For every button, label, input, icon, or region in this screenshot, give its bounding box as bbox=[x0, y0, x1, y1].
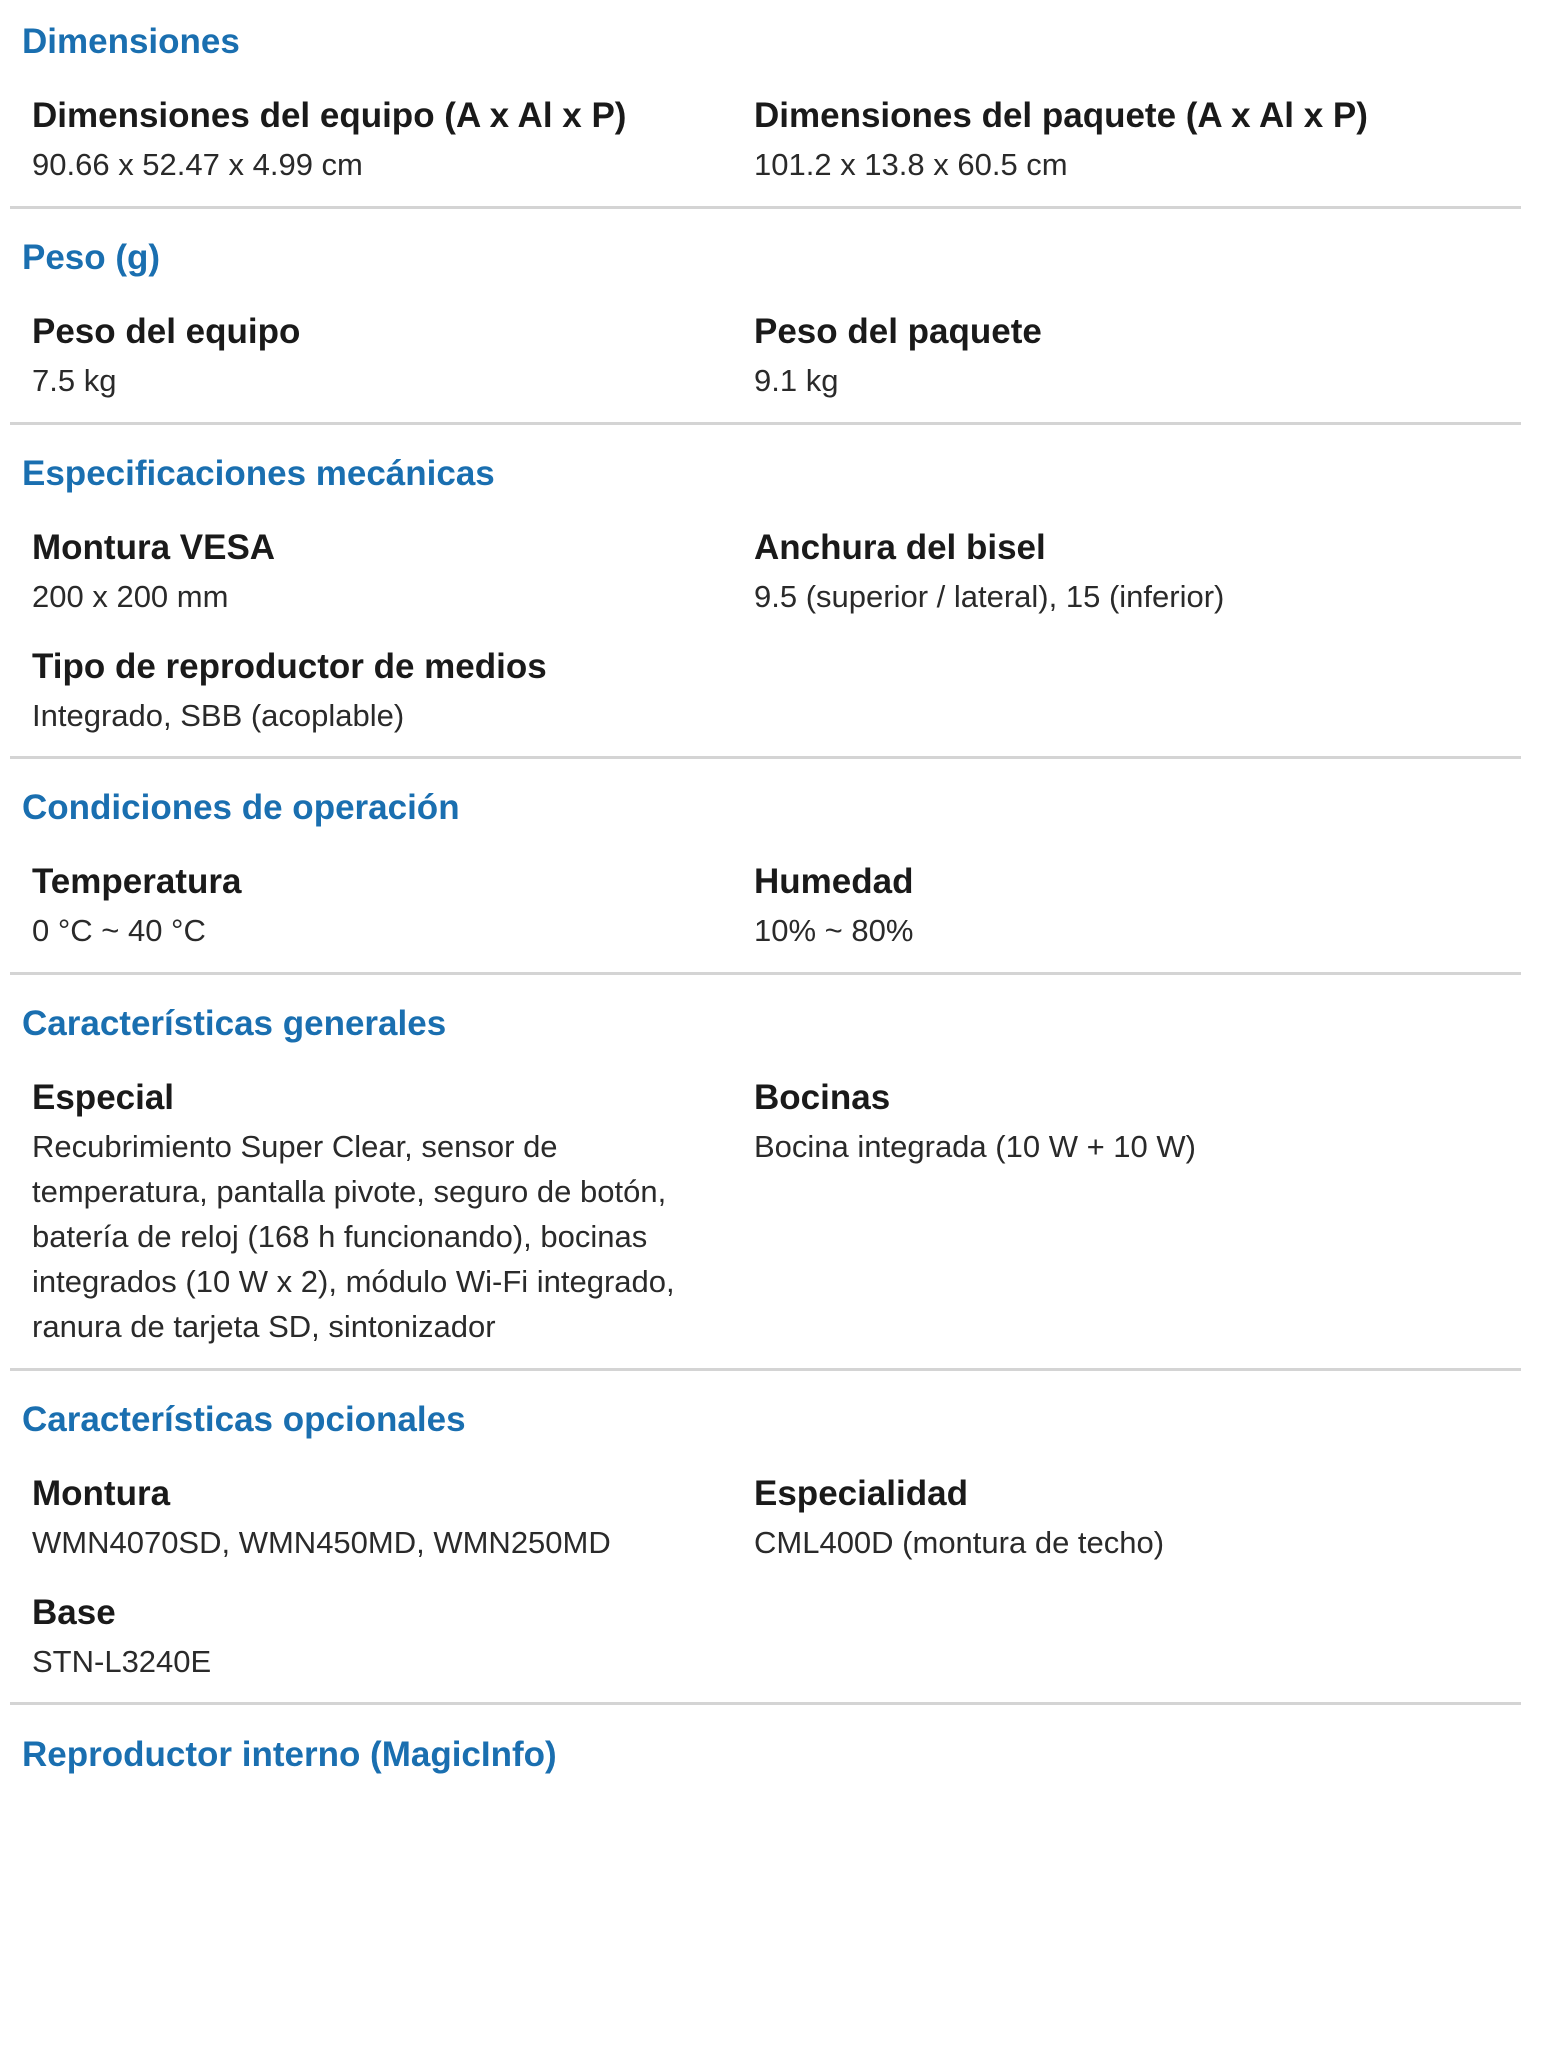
section-title-peso: Peso (g) bbox=[22, 238, 161, 277]
spec-label: Base bbox=[32, 1593, 116, 1632]
spec-base bbox=[32, 1591, 732, 1684]
spec-montura bbox=[32, 1472, 732, 1565]
section-title-mecanicas: Especificaciones mecánicas bbox=[22, 454, 495, 493]
spec-label: Peso del paquete bbox=[754, 312, 1042, 351]
spec-value: 101.2 x 13.8 x 60.5 cm bbox=[754, 147, 1068, 182]
spec-value: Recubrimiento Super Clear, sensor de temperatura, pantalla pivote, seguro de botón, batería de reloj (168 h funcionando), bocinas integrados (10 W x 2), módulo Wi-Fi integrado, ranura de tarjeta SD, sintonizador bbox=[32, 1129, 675, 1344]
spec-value: 10% ~ 80% bbox=[754, 913, 914, 948]
section-divider bbox=[10, 206, 1521, 209]
spec-value: 7.5 kg bbox=[32, 363, 117, 398]
section-divider bbox=[10, 756, 1521, 759]
spec-temperatura bbox=[32, 860, 732, 953]
spec-label: Dimensiones del equipo (A x Al x P) bbox=[32, 96, 627, 135]
section-divider bbox=[10, 1368, 1521, 1371]
spec-label: Dimensiones del paquete (A x Al x P) bbox=[754, 96, 1368, 135]
spec-humedad bbox=[754, 860, 1454, 953]
spec-label: Montura bbox=[32, 1474, 171, 1513]
section-title-condiciones: Condiciones de operación bbox=[22, 788, 460, 827]
spec-bocinas bbox=[754, 1076, 1454, 1169]
spec-dimensiones-equipo bbox=[32, 94, 732, 187]
section-divider bbox=[10, 1702, 1521, 1705]
spec-label: Tipo de reproductor de medios bbox=[32, 647, 547, 686]
spec-label: Bocinas bbox=[754, 1078, 891, 1117]
spec-label: Peso del equipo bbox=[32, 312, 301, 351]
spec-label: Temperatura bbox=[32, 862, 242, 901]
spec-value: 90.66 x 52.47 x 4.99 cm bbox=[32, 147, 363, 182]
spec-value: 0 °C ~ 40 °C bbox=[32, 913, 206, 948]
section-title-dimensiones: Dimensiones bbox=[22, 22, 240, 61]
spec-label: Anchura del bisel bbox=[754, 528, 1046, 567]
spec-label: Especial bbox=[32, 1078, 175, 1117]
spec-value: 200 x 200 mm bbox=[32, 579, 229, 614]
spec-label: Montura VESA bbox=[32, 528, 276, 567]
spec-value: 9.1 kg bbox=[754, 363, 839, 398]
section-divider bbox=[10, 422, 1521, 425]
spec-dimensiones-paquete bbox=[754, 94, 1454, 187]
spec-tipo-reproductor bbox=[32, 645, 732, 738]
spec-anchura-bisel bbox=[754, 526, 1454, 619]
spec-value: 9.5 (superior / lateral), 15 (inferior) bbox=[754, 579, 1225, 614]
spec-value: STN-L3240E bbox=[32, 1644, 212, 1679]
spec-montura-vesa bbox=[32, 526, 732, 619]
spec-value: CML400D (montura de techo) bbox=[754, 1525, 1165, 1560]
spec-value: Integrado, SBB (acoplable) bbox=[32, 698, 405, 733]
spec-label: Humedad bbox=[754, 862, 914, 901]
section-title-opcionales: Características opcionales bbox=[22, 1400, 466, 1439]
spec-value: WMN4070SD, WMN450MD, WMN250MD bbox=[32, 1525, 611, 1560]
spec-value: Bocina integrada (10 W + 10 W) bbox=[754, 1129, 1196, 1164]
spec-especialidad bbox=[754, 1472, 1454, 1565]
section-title-reproductor-interno: Reproductor interno (MagicInfo) bbox=[22, 1735, 557, 1774]
section-divider bbox=[10, 972, 1521, 975]
spec-label: Especialidad bbox=[754, 1474, 968, 1513]
section-title-generales: Características generales bbox=[22, 1004, 447, 1043]
spec-peso-paquete bbox=[754, 310, 1454, 403]
spec-especial bbox=[32, 1076, 712, 1349]
spec-peso-equipo bbox=[32, 310, 732, 403]
